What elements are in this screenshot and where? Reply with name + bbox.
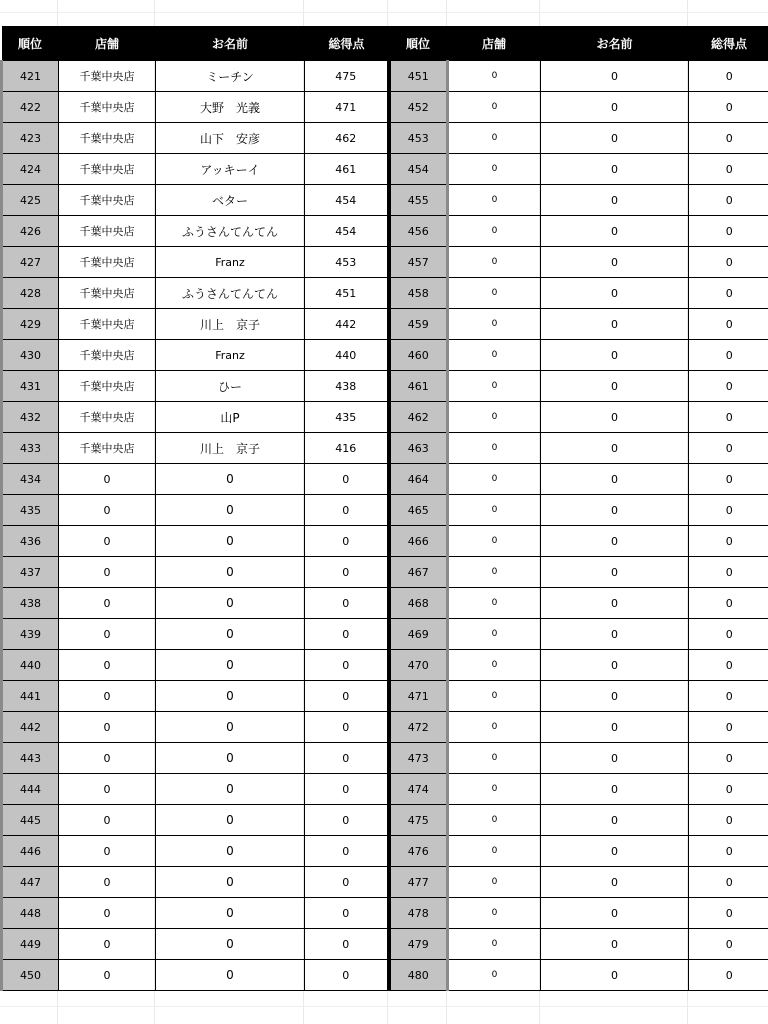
score-cell: 0 <box>689 712 768 743</box>
store-cell: 0 <box>448 309 541 340</box>
score-cell: 0 <box>689 526 768 557</box>
rank-cell: 450 <box>2 960 59 991</box>
store-cell: 0 <box>448 247 541 278</box>
rank-cell: 466 <box>389 526 448 557</box>
score-cell: 0 <box>689 278 768 309</box>
table-row <box>2 92 768 123</box>
name-cell: 0 <box>541 743 689 774</box>
table-row <box>2 402 768 433</box>
table-row <box>2 557 768 588</box>
score-cell: 0 <box>689 123 768 154</box>
score-cell: 0 <box>305 619 389 650</box>
rank-cell: 441 <box>2 681 59 712</box>
name-cell: 0 <box>156 526 305 557</box>
table-row <box>2 898 768 929</box>
score-cell: 0 <box>689 588 768 619</box>
name-cell: 0 <box>541 61 689 92</box>
rank-cell: 432 <box>2 402 59 433</box>
store-cell: 0 <box>59 898 156 929</box>
name-cell: 川上 京子 <box>156 433 305 464</box>
rank-cell: 427 <box>2 247 59 278</box>
store-cell: 0 <box>448 216 541 247</box>
score-cell: 0 <box>305 774 389 805</box>
table-row <box>2 526 768 557</box>
name-cell: 0 <box>541 960 689 991</box>
name-cell: 0 <box>541 836 689 867</box>
store-cell: 0 <box>448 185 541 216</box>
store-cell: 千葉中央店 <box>59 61 156 92</box>
table-row <box>2 805 768 836</box>
store-cell: 0 <box>448 464 541 495</box>
name-cell: 0 <box>541 185 689 216</box>
store-cell: 0 <box>448 526 541 557</box>
name-cell: 0 <box>541 805 689 836</box>
name-cell: 0 <box>156 867 305 898</box>
rank-cell: 459 <box>389 309 448 340</box>
rank-cell: 435 <box>2 495 59 526</box>
rank-cell: 440 <box>2 650 59 681</box>
rank-cell: 453 <box>389 123 448 154</box>
store-cell: 0 <box>448 278 541 309</box>
header-name: お名前 <box>541 26 689 61</box>
store-cell: 0 <box>448 340 541 371</box>
table-row <box>2 929 768 960</box>
score-cell: 451 <box>305 278 389 309</box>
score-cell: 0 <box>689 464 768 495</box>
score-cell: 416 <box>305 433 389 464</box>
rank-cell: 445 <box>2 805 59 836</box>
rank-cell: 452 <box>389 92 448 123</box>
store-cell: 0 <box>59 836 156 867</box>
name-cell: 0 <box>541 433 689 464</box>
rank-cell: 455 <box>389 185 448 216</box>
rank-cell: 423 <box>2 123 59 154</box>
store-cell: 0 <box>448 154 541 185</box>
score-cell: 0 <box>689 371 768 402</box>
store-cell: 千葉中央店 <box>59 371 156 402</box>
name-cell: 0 <box>541 495 689 526</box>
name-cell: 0 <box>541 340 689 371</box>
table-row <box>2 619 768 650</box>
name-cell: 0 <box>156 681 305 712</box>
score-cell: 0 <box>305 960 389 991</box>
header-rank: 順位 <box>389 26 448 61</box>
score-cell: 453 <box>305 247 389 278</box>
rank-cell: 437 <box>2 557 59 588</box>
name-cell: 0 <box>541 154 689 185</box>
store-cell: 0 <box>59 712 156 743</box>
score-cell: 462 <box>305 123 389 154</box>
rank-cell: 479 <box>389 929 448 960</box>
store-cell: 0 <box>59 743 156 774</box>
store-cell: 0 <box>448 898 541 929</box>
store-cell: 0 <box>59 619 156 650</box>
name-cell: 0 <box>541 650 689 681</box>
name-cell: 0 <box>156 619 305 650</box>
store-cell: 千葉中央店 <box>59 247 156 278</box>
rank-cell: 463 <box>389 433 448 464</box>
rank-cell: 439 <box>2 619 59 650</box>
store-cell: 0 <box>59 557 156 588</box>
header-store: 店舗 <box>59 26 156 61</box>
name-cell: 0 <box>156 712 305 743</box>
store-cell: 千葉中央店 <box>59 92 156 123</box>
name-cell: 0 <box>156 805 305 836</box>
store-cell: 0 <box>448 92 541 123</box>
score-cell: 0 <box>689 92 768 123</box>
header-rank: 順位 <box>2 26 59 61</box>
store-cell: 0 <box>448 61 541 92</box>
store-cell: 千葉中央店 <box>59 123 156 154</box>
table-row <box>2 743 768 774</box>
score-cell: 0 <box>689 836 768 867</box>
rank-cell: 433 <box>2 433 59 464</box>
table-row <box>2 216 768 247</box>
name-cell: ふうさんてんてん <box>156 216 305 247</box>
score-cell: 0 <box>305 929 389 960</box>
name-cell: ふうさんてんてん <box>156 278 305 309</box>
name-cell: 0 <box>541 774 689 805</box>
score-cell: 0 <box>689 247 768 278</box>
score-cell: 0 <box>689 619 768 650</box>
header-row <box>2 26 768 61</box>
name-cell: 0 <box>156 557 305 588</box>
score-cell: 0 <box>689 340 768 371</box>
store-cell: 0 <box>448 960 541 991</box>
name-cell: 0 <box>156 743 305 774</box>
store-cell: 0 <box>448 619 541 650</box>
rank-cell: 422 <box>2 92 59 123</box>
store-cell: 千葉中央店 <box>59 309 156 340</box>
rank-cell: 424 <box>2 154 59 185</box>
name-cell: 0 <box>541 123 689 154</box>
name-cell: 山P <box>156 402 305 433</box>
store-cell: 0 <box>59 495 156 526</box>
table-row <box>2 340 768 371</box>
store-cell: 0 <box>448 867 541 898</box>
name-cell: 山下 安彦 <box>156 123 305 154</box>
store-cell: 0 <box>59 960 156 991</box>
score-cell: 0 <box>689 557 768 588</box>
header-store: 店舗 <box>448 26 541 61</box>
rank-cell: 434 <box>2 464 59 495</box>
rank-cell: 428 <box>2 278 59 309</box>
score-cell: 0 <box>689 650 768 681</box>
rank-cell: 456 <box>389 216 448 247</box>
score-cell: 0 <box>689 495 768 526</box>
store-cell: 0 <box>59 681 156 712</box>
name-cell: 0 <box>156 929 305 960</box>
rank-cell: 470 <box>389 650 448 681</box>
store-cell: 0 <box>59 774 156 805</box>
table-row <box>2 154 768 185</box>
name-cell: 大野 光義 <box>156 92 305 123</box>
store-cell: 0 <box>448 588 541 619</box>
rank-cell: 438 <box>2 588 59 619</box>
name-cell: 0 <box>541 309 689 340</box>
store-cell: 千葉中央店 <box>59 278 156 309</box>
store-cell: 0 <box>59 588 156 619</box>
name-cell: 0 <box>156 898 305 929</box>
name-cell: 川上 京子 <box>156 309 305 340</box>
rank-cell: 426 <box>2 216 59 247</box>
rank-cell: 429 <box>2 309 59 340</box>
rank-cell: 460 <box>389 340 448 371</box>
store-cell: 0 <box>448 557 541 588</box>
store-cell: 0 <box>448 123 541 154</box>
header-score: 総得点 <box>689 26 768 61</box>
name-cell: 0 <box>541 464 689 495</box>
rank-cell: 467 <box>389 557 448 588</box>
store-cell: 0 <box>59 867 156 898</box>
name-cell: 0 <box>541 619 689 650</box>
name-cell: 0 <box>156 588 305 619</box>
store-cell: 0 <box>59 805 156 836</box>
score-cell: 0 <box>305 681 389 712</box>
score-cell: 0 <box>305 836 389 867</box>
rank-cell: 471 <box>389 681 448 712</box>
table-row <box>2 681 768 712</box>
rank-cell: 464 <box>389 464 448 495</box>
score-cell: 440 <box>305 340 389 371</box>
store-cell: 千葉中央店 <box>59 216 156 247</box>
store-cell: 0 <box>448 650 541 681</box>
score-cell: 0 <box>305 464 389 495</box>
store-cell: 0 <box>448 402 541 433</box>
rank-cell: 468 <box>389 588 448 619</box>
store-cell: 0 <box>448 681 541 712</box>
rank-cell: 446 <box>2 836 59 867</box>
rank-cell: 461 <box>389 371 448 402</box>
rank-cell: 469 <box>389 619 448 650</box>
name-cell: 0 <box>156 836 305 867</box>
score-cell: 0 <box>689 154 768 185</box>
name-cell: 0 <box>156 960 305 991</box>
table-row <box>2 278 768 309</box>
name-cell: 0 <box>156 464 305 495</box>
rank-cell: 448 <box>2 898 59 929</box>
score-cell: 0 <box>305 495 389 526</box>
table-row <box>2 867 768 898</box>
table-row <box>2 774 768 805</box>
name-cell: 0 <box>541 929 689 960</box>
rank-cell: 447 <box>2 867 59 898</box>
store-cell: 千葉中央店 <box>59 185 156 216</box>
rank-cell: 477 <box>389 867 448 898</box>
table-row <box>2 371 768 402</box>
score-cell: 0 <box>305 743 389 774</box>
table-row <box>2 464 768 495</box>
score-cell: 0 <box>689 309 768 340</box>
rank-cell: 457 <box>389 247 448 278</box>
score-cell: 0 <box>305 712 389 743</box>
table-row <box>2 712 768 743</box>
store-cell: 0 <box>448 495 541 526</box>
store-cell: 0 <box>448 805 541 836</box>
name-cell: 0 <box>541 247 689 278</box>
store-cell: 千葉中央店 <box>59 154 156 185</box>
rank-cell: 425 <box>2 185 59 216</box>
rank-cell: 473 <box>389 743 448 774</box>
score-cell: 454 <box>305 216 389 247</box>
score-cell: 0 <box>689 960 768 991</box>
score-cell: 0 <box>305 805 389 836</box>
rank-cell: 451 <box>389 61 448 92</box>
table-row <box>2 123 768 154</box>
rank-cell: 462 <box>389 402 448 433</box>
store-cell: 0 <box>59 526 156 557</box>
table-row <box>2 309 768 340</box>
store-cell: 0 <box>448 712 541 743</box>
score-cell: 0 <box>689 681 768 712</box>
store-cell: 0 <box>448 743 541 774</box>
table-row <box>2 247 768 278</box>
name-cell: 0 <box>541 278 689 309</box>
rank-cell: 431 <box>2 371 59 402</box>
store-cell: 0 <box>59 464 156 495</box>
ranking-table <box>0 26 768 991</box>
header-score: 総得点 <box>305 26 389 61</box>
score-cell: 0 <box>689 774 768 805</box>
store-cell: 千葉中央店 <box>59 433 156 464</box>
rank-cell: 421 <box>2 61 59 92</box>
score-cell: 0 <box>689 898 768 929</box>
rank-cell: 480 <box>389 960 448 991</box>
score-cell: 0 <box>689 929 768 960</box>
score-cell: 0 <box>689 805 768 836</box>
score-cell: 0 <box>689 743 768 774</box>
store-cell: 0 <box>448 433 541 464</box>
score-cell: 0 <box>305 526 389 557</box>
rank-cell: 454 <box>389 154 448 185</box>
score-cell: 0 <box>305 867 389 898</box>
store-cell: 0 <box>448 929 541 960</box>
name-cell: 0 <box>156 650 305 681</box>
name-cell: 0 <box>541 402 689 433</box>
table-row <box>2 650 768 681</box>
name-cell: 0 <box>541 526 689 557</box>
store-cell: 0 <box>448 774 541 805</box>
score-cell: 438 <box>305 371 389 402</box>
rank-cell: 430 <box>2 340 59 371</box>
rank-cell: 472 <box>389 712 448 743</box>
name-cell: 0 <box>156 774 305 805</box>
score-cell: 442 <box>305 309 389 340</box>
table-row <box>2 960 768 991</box>
name-cell: アッキーイ <box>156 154 305 185</box>
rank-cell: 436 <box>2 526 59 557</box>
store-cell: 0 <box>59 929 156 960</box>
name-cell: 0 <box>541 712 689 743</box>
score-cell: 471 <box>305 92 389 123</box>
rank-cell: 475 <box>389 805 448 836</box>
name-cell: 0 <box>541 867 689 898</box>
rank-cell: 442 <box>2 712 59 743</box>
score-cell: 0 <box>689 433 768 464</box>
table-row <box>2 185 768 216</box>
table-row <box>2 495 768 526</box>
store-cell: 0 <box>59 650 156 681</box>
rank-cell: 474 <box>389 774 448 805</box>
score-cell: 0 <box>305 650 389 681</box>
table-row <box>2 433 768 464</box>
name-cell: 0 <box>541 216 689 247</box>
score-cell: 0 <box>305 588 389 619</box>
score-cell: 0 <box>689 216 768 247</box>
score-cell: 0 <box>305 898 389 929</box>
score-cell: 0 <box>689 402 768 433</box>
score-cell: 454 <box>305 185 389 216</box>
store-cell: 0 <box>448 371 541 402</box>
name-cell: ひー <box>156 371 305 402</box>
store-cell: 千葉中央店 <box>59 402 156 433</box>
rank-cell: 443 <box>2 743 59 774</box>
rank-cell: 465 <box>389 495 448 526</box>
name-cell: 0 <box>156 495 305 526</box>
table-row <box>2 588 768 619</box>
score-cell: 0 <box>689 185 768 216</box>
name-cell: 0 <box>541 371 689 402</box>
name-cell: 0 <box>541 588 689 619</box>
score-cell: 0 <box>689 61 768 92</box>
table-row <box>2 61 768 92</box>
rank-cell: 458 <box>389 278 448 309</box>
score-cell: 435 <box>305 402 389 433</box>
name-cell: Franz <box>156 340 305 371</box>
score-cell: 475 <box>305 61 389 92</box>
name-cell: 0 <box>541 681 689 712</box>
rank-cell: 449 <box>2 929 59 960</box>
name-cell: ベター <box>156 185 305 216</box>
name-cell: Franz <box>156 247 305 278</box>
score-cell: 0 <box>689 867 768 898</box>
name-cell: 0 <box>541 92 689 123</box>
name-cell: ミーチン <box>156 61 305 92</box>
rank-cell: 444 <box>2 774 59 805</box>
rank-cell: 476 <box>389 836 448 867</box>
score-cell: 0 <box>305 557 389 588</box>
score-cell: 461 <box>305 154 389 185</box>
table-row <box>2 836 768 867</box>
name-cell: 0 <box>541 898 689 929</box>
store-cell: 0 <box>448 836 541 867</box>
header-name: お名前 <box>156 26 305 61</box>
name-cell: 0 <box>541 557 689 588</box>
store-cell: 千葉中央店 <box>59 340 156 371</box>
rank-cell: 478 <box>389 898 448 929</box>
